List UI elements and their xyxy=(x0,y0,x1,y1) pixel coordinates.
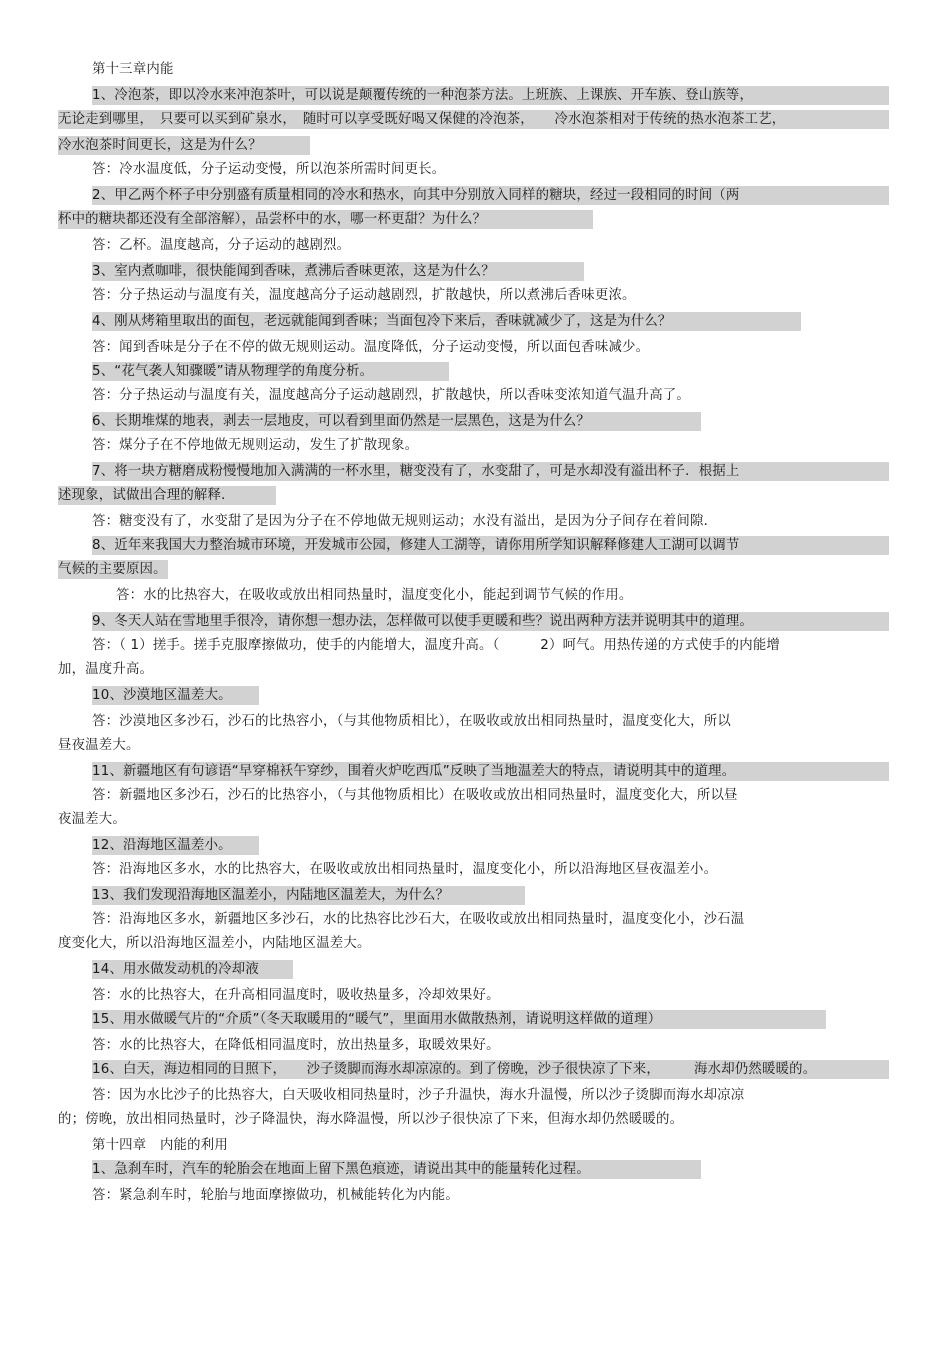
question-line: 12、沿海地区温差小。 xyxy=(92,836,259,855)
question-line: 6、长期堆煤的地表，剥去一层地皮，可以看到里面仍然是一层黑色，这是为什么？ xyxy=(92,412,701,431)
answer-line: 答：沙漠地区多沙石，沙石的比热容小，（与其他物质相比），在吸收或放出相同热量时，温度变化大，所以 xyxy=(92,714,731,729)
question-line: 无论走到哪里， 只要可以买到矿泉水， 随时可以享受既好喝又保健的冷泡茶， 冷水泡茶相对于传统的热水泡茶工艺， xyxy=(58,110,889,129)
answer-line: 答：新疆地区多沙石，沙石的比热容小，（与其他物质相比）在吸收或放出相同热量时，温度变化大，所以昼 xyxy=(92,788,738,803)
question-line: 15、用水做暖气片的“介质”（冬天取暖用的“暖气”，里面用水做散热剂，请说明这样做的道理） xyxy=(92,1010,826,1029)
question-line: 11、新疆地区有句谚语“早穿棉袄午穿纱，围着火炉吃西瓜”反映了当地温差大的特点，请说明其中的道理。 xyxy=(92,762,889,781)
question-line: 气候的主要原因。 xyxy=(58,562,167,577)
answer-line: 的；傍晚，放出相同热量时，沙子降温快，海水降温慢，所以沙子很快凉了下来，但海水却仍然暖暖的。 xyxy=(58,1112,684,1127)
chapter-heading: 第十三章内能 xyxy=(92,62,174,77)
answer-line: 答：煤分子在不停地做无规则运动，发生了扩散现象。 xyxy=(92,438,419,453)
question-line: 8、近年来我国大力整治城市环境，开发城市公园，修建人工湖等，请你用所学知识解释修建人工湖可以调节 xyxy=(92,536,889,555)
answer-line: 答：糖变没有了，水变甜了是因为分子在不停地做无规则运动；水没有溢出，是因为分子间存在着间隙． xyxy=(92,514,718,529)
answer-line: 昼夜温差大。 xyxy=(58,738,140,753)
answer-line: 加，温度升高。 xyxy=(58,662,154,677)
answer-line: 答：因为水比沙子的比热容大，白天吸收相同热量时，沙子升温快，海水升温慢，所以沙子烫脚而海水却凉凉 xyxy=(92,1088,745,1103)
question-line: 冷水泡茶时间更长，这是为什么？ xyxy=(58,136,310,155)
answer-line: 夜温差大。 xyxy=(58,812,126,827)
answer-line: 答：沿海地区多水，新疆地区多沙石，水的比热容比沙石大，在吸收或放出相同热量时，温度变化小，沙石温 xyxy=(92,912,745,927)
answer-line: 答：分子热运动与温度有关，温度越高分子运动越剧烈，扩散越快，所以香味变浓知道气温升高了。 xyxy=(92,388,690,403)
question-line: 16、白天，海边相同的日照下， 沙子烫脚而海水却凉凉的。到了傍晚，沙子很快凉了下来， 海水却仍然暖暖的。 xyxy=(92,1060,889,1079)
answer-line: 度变化大，所以沿海地区温差小，内陆地区温差大。 xyxy=(58,936,371,951)
question-line: 2、甲乙两个杯子中分别盛有质量相同的冷水和热水，向其中分别放入同样的糖块，经过一段相同的时间（两 xyxy=(92,186,889,205)
question-line: 10、沙漠地区温差大。 xyxy=(92,686,259,705)
question-line: 1、冷泡茶，即以冷水来冲泡茶叶，可以说是颠覆传统的一种泡茶方法。上班族、上课族、开车族、登山族等， xyxy=(92,86,889,105)
answer-line: 答：乙杯。温度越高，分子运动的越剧烈。 xyxy=(92,238,351,253)
answer-line: 答：紧急刹车时，轮胎与地面摩擦做功，机械能转化为内能。 xyxy=(92,1188,459,1203)
answer-line: 答：水的比热容大，在降低相同温度时，放出热量多，取暖效果好。 xyxy=(92,1038,500,1053)
chapter-heading: 第十四章 内能的利用 xyxy=(92,1138,228,1153)
question-line: 13、我们发现沿海地区温差小，内陆地区温差大，为什么？ xyxy=(92,886,525,905)
question-line: 3、室内煮咖啡，很快能闻到香味，煮沸后香味更浓，这是为什么？ xyxy=(92,262,584,281)
question-line: 述现象，试做出合理的解释． xyxy=(58,486,276,505)
answer-line: 答：水的比热容大，在吸收或放出相同热量时，温度变化小，能起到调节气候的作用。 xyxy=(116,588,633,603)
answer-line: 答：分子热运动与温度有关，温度越高分子运动越剧烈，扩散越快，所以煮沸后香味更浓。 xyxy=(92,288,636,303)
answer-line: 答：（ 1）搓手。搓手克服摩擦做功，使手的内能增大，温度升高。（ 2）呵气。用热传递的方式使手的内能增 xyxy=(92,638,781,653)
question-line: 杯中的糖块都还没有全部溶解），品尝杯中的水，哪一杯更甜？为什么？ xyxy=(58,210,593,229)
question-line: 1、急刹车时，汽车的轮胎会在地面上留下黑色痕迹，请说出其中的能量转化过程。 xyxy=(92,1160,701,1179)
question-line: 14、用水做发动机的冷却液 xyxy=(92,960,293,979)
answer-line: 答：闻到香味是分子在不停的做无规则运动。温度降低，分子运动变慢，所以面包香味减少。 xyxy=(92,340,650,355)
answer-line: 答：水的比热容大，在升高相同温度时，吸收热量多，冷却效果好。 xyxy=(92,988,500,1003)
question-line: 5、“花气袭人知骤暖”请从物理学的角度分析。 xyxy=(92,362,449,381)
question-line: 4、刚从烤箱里取出的面包，老远就能闻到香味；当面包冷下来后，香味就减少了，这是为什么？ xyxy=(92,312,801,331)
answer-line: 答：冷水温度低，分子运动变慢，所以泡茶所需时间更长。 xyxy=(92,162,446,177)
question-line: 9、冬天人站在雪地里手很冷，请你想一想办法，怎样做可以使手更暖和些？说出两种方法并说明其中的道理。 xyxy=(92,612,889,631)
question-line: 7、将一块方糖磨成粉慢慢地加入满满的一杯水里，糖变没有了，水变甜了，可是水却没有溢出杯子．根据上 xyxy=(92,462,889,481)
answer-line: 答：沿海地区多水，水的比热容大，在吸收或放出相同热量时，温度变化小，所以沿海地区昼夜温差小。 xyxy=(92,862,718,877)
